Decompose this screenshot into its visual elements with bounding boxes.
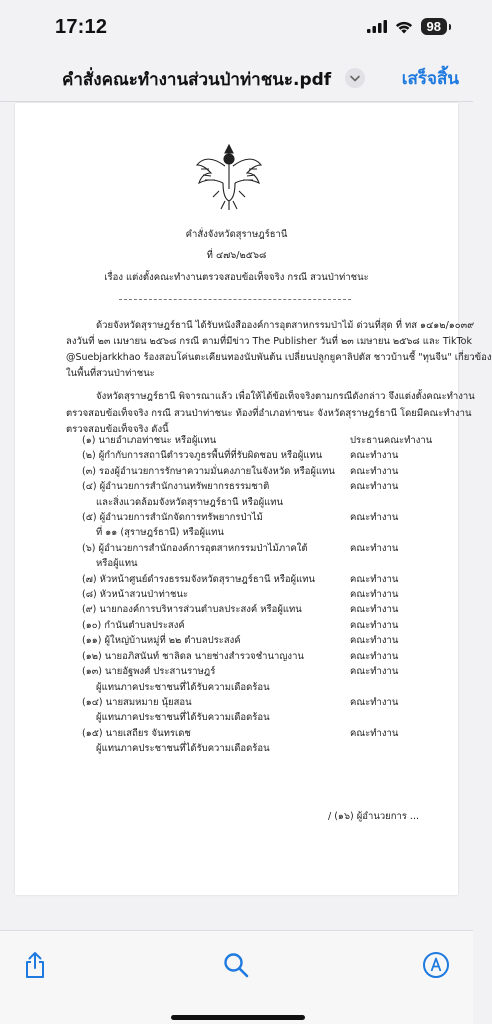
pdf-page[interactable] bbox=[15, 103, 492, 895]
member-item bbox=[82, 479, 442, 510]
continued-note: / (๑๖) ผู้อำนวยการ ... bbox=[328, 811, 419, 822]
member-role: คณะทำงาน bbox=[350, 542, 399, 554]
member-item bbox=[82, 633, 442, 648]
status-time: 17:12 bbox=[55, 16, 108, 38]
member-item bbox=[82, 464, 442, 479]
member-item bbox=[82, 510, 442, 541]
member-name: (๙) นายกองค์การบริหารส่วนตำบลประสงค์ หรือผู้แทน bbox=[82, 604, 302, 616]
paragraph-background bbox=[66, 318, 492, 382]
paragraph-line: ในพื้นที่สวนป่าท่าชนะ bbox=[66, 368, 155, 379]
member-item bbox=[82, 664, 442, 695]
member-role: คณะทำงาน bbox=[350, 450, 399, 462]
share-icon bbox=[24, 951, 46, 979]
search-icon bbox=[223, 952, 249, 978]
done-button[interactable]: เสร็จสิ้น bbox=[401, 69, 459, 89]
markup-button[interactable] bbox=[420, 949, 452, 981]
document-title[interactable]: คำสั่งคณะทำงานส่วนป่าท่าชนะ.pdf bbox=[62, 70, 332, 90]
bottom-toolbar bbox=[0, 930, 473, 1024]
member-name-continued: ผู้แทนภาคประชาชนที่ได้รับความเดือดร้อน bbox=[96, 712, 270, 724]
search-button[interactable] bbox=[220, 949, 252, 981]
chevron-down-icon bbox=[350, 75, 360, 82]
member-name: (๑๐) กำนันตำบลประสงค์ bbox=[82, 619, 185, 631]
member-item bbox=[82, 695, 442, 726]
paragraph-line: ตรวจสอบข้อเท็จจริง ดังนี้ bbox=[66, 424, 169, 435]
order-subject: เรื่อง แต่งตั้งคณะทำงานตรวจสอบข้อเท็จจริง กรณี สวนป่าท่าชนะ bbox=[104, 272, 369, 283]
status-icons bbox=[367, 18, 447, 35]
garuda-emblem-icon bbox=[195, 139, 263, 211]
member-name: (๑) นายอำเภอท่าชนะ หรือผู้แทน bbox=[82, 435, 217, 446]
member-role: คณะทำงาน bbox=[350, 619, 399, 631]
member-name: (๑๔) นายสมหมาย นุ้ยสอน bbox=[82, 696, 192, 708]
member-name: (๒) ผู้กำกับการสถานีตำรวจภูธรพื้นที่ที่รับผิดชอบ หรือผู้แทน bbox=[82, 450, 323, 462]
member-item bbox=[82, 726, 442, 757]
member-role: คณะทำงาน bbox=[350, 696, 399, 708]
member-name: (๕) ผู้อำนวยการสำนักจัดการทรัพยากรป่าไม้ bbox=[82, 512, 263, 524]
member-role: ประธานคณะทำงาน bbox=[350, 435, 433, 446]
member-role: คณะทำงาน bbox=[350, 481, 399, 493]
paragraph-line: ตรวจสอบข้อเท็จจริง กรณี สวนป่าท่าชนะ ท้องที่อำเภอท่าชนะ จังหวัดสุราษฎร์ธานี โดยมีคณะทำงาน bbox=[66, 407, 472, 419]
member-item bbox=[82, 572, 442, 587]
issuer-heading: คำสั่งจังหวัดสุราษฎร์ธานี bbox=[185, 229, 288, 240]
member-name: (๑๒) นายอภิสนันท์ ชาลิดล นายช่างสำรวจชำนาญงาน bbox=[82, 650, 304, 662]
member-name: (๑๕) นายเสถียร จันทรเดช bbox=[82, 727, 191, 739]
paragraph-line: ลงวันที่ ๒๓ เมษายน ๒๕๖๘ กรณี ตามที่มีข่าว The Publisher วันที่ ๒๓ เมษายน ๒๕๖๘ และ TikTok bbox=[66, 336, 472, 347]
member-name: (๘) หัวหน้าสวนป่าท่าชนะ bbox=[82, 589, 189, 601]
member-name-continued: และสิ่งแวดล้อมจังหวัดสุราษฎร์ธานี หรือผู้แทน bbox=[96, 496, 284, 508]
member-role: คณะทำงาน bbox=[350, 727, 399, 739]
member-item bbox=[82, 618, 442, 633]
member-role: คณะทำงาน bbox=[350, 512, 399, 524]
member-role: คณะทำงาน bbox=[350, 573, 399, 585]
status-bar bbox=[0, 0, 473, 56]
member-item bbox=[82, 649, 442, 664]
member-name: (๗) หัวหน้าศูนย์ดำรงธรรมจังหวัดสุราษฎร์ธานี หรือผู้แทน bbox=[82, 573, 315, 585]
member-item bbox=[82, 433, 442, 448]
divider bbox=[119, 299, 351, 300]
member-name-continued: ที่ ๑๑ (สุราษฎร์ธานี) หรือผู้แทน bbox=[96, 527, 224, 539]
battery-indicator: 98 bbox=[421, 18, 447, 35]
nav-bar bbox=[0, 56, 473, 102]
share-button[interactable] bbox=[19, 949, 51, 981]
member-name: (๑๑) ผู้ใหญ่บ้านหมู่ที่ ๒๒ ตำบลประสงค์ bbox=[82, 635, 241, 647]
paragraph-line: ด้วยจังหวัดสุราษฎร์ธานี ได้รับหนังสือองค์การอุตสาหกรรมป่าไม้ ด่วนที่สุด ที่ ทส ๑๔๑๒/๑๐๓๙ bbox=[96, 320, 475, 331]
markup-icon bbox=[422, 951, 450, 979]
cellular-signal-icon bbox=[367, 20, 387, 33]
member-role: คณะทำงาน bbox=[350, 604, 399, 616]
member-name: (๖) ผู้อำนวยการสำนักองค์การอุตสาหกรรมป่าไม้ภาคใต้ bbox=[82, 542, 308, 554]
member-role: คณะทำงาน bbox=[350, 666, 399, 678]
member-role: คณะทำงาน bbox=[350, 650, 399, 662]
member-role: คณะทำงาน bbox=[350, 635, 399, 647]
order-number: ที่ ๔๗๖/๒๕๖๘ bbox=[206, 250, 267, 261]
member-name: (๑๓) นายอัฐพงศ์ ประสานราษฎร์ bbox=[82, 666, 216, 678]
member-item bbox=[82, 587, 442, 602]
member-name: (๔) ผู้อำนวยการสำนักงานทรัพยากรธรรมชาติ bbox=[82, 481, 270, 493]
member-role: คณะทำงาน bbox=[350, 589, 399, 601]
member-list bbox=[82, 433, 442, 757]
member-name-continued: ผู้แทนภาคประชาชนที่ได้รับความเดือดร้อน bbox=[96, 743, 270, 755]
member-name: (๓) รองผู้อำนวยการรักษาความมั่นคงภายในจังหวัด หรือผู้แทน bbox=[82, 465, 335, 477]
title-menu-button[interactable] bbox=[345, 68, 365, 88]
paragraph-decision bbox=[66, 389, 475, 439]
member-name-continued: ผู้แทนภาคประชาชนที่ได้รับความเดือดร้อน bbox=[96, 681, 270, 693]
member-role: คณะทำงาน bbox=[350, 465, 399, 477]
paragraph-line: @Suebjarkkhao ร้องสอบโค่นตะเคียนทองนับพันต้น เปลี่ยนปลูกยูคาลิปตัส ชาวบ้านชี้ "ทุนจีน" เกี่ยวข้อง bbox=[66, 352, 492, 363]
wifi-icon bbox=[395, 20, 413, 34]
member-name-continued: หรือผู้แทน bbox=[96, 558, 138, 570]
paragraph-line: จังหวัดสุราษฎร์ธานี พิจารณาแล้ว เพื่อให้ได้ข้อเท็จจริงตามกรณีดังกล่าว จึงแต่งตั้งคณะทำงาน bbox=[96, 391, 475, 402]
member-item bbox=[82, 448, 442, 463]
member-item bbox=[82, 602, 442, 617]
home-indicator bbox=[171, 1015, 305, 1020]
member-item bbox=[82, 541, 442, 572]
